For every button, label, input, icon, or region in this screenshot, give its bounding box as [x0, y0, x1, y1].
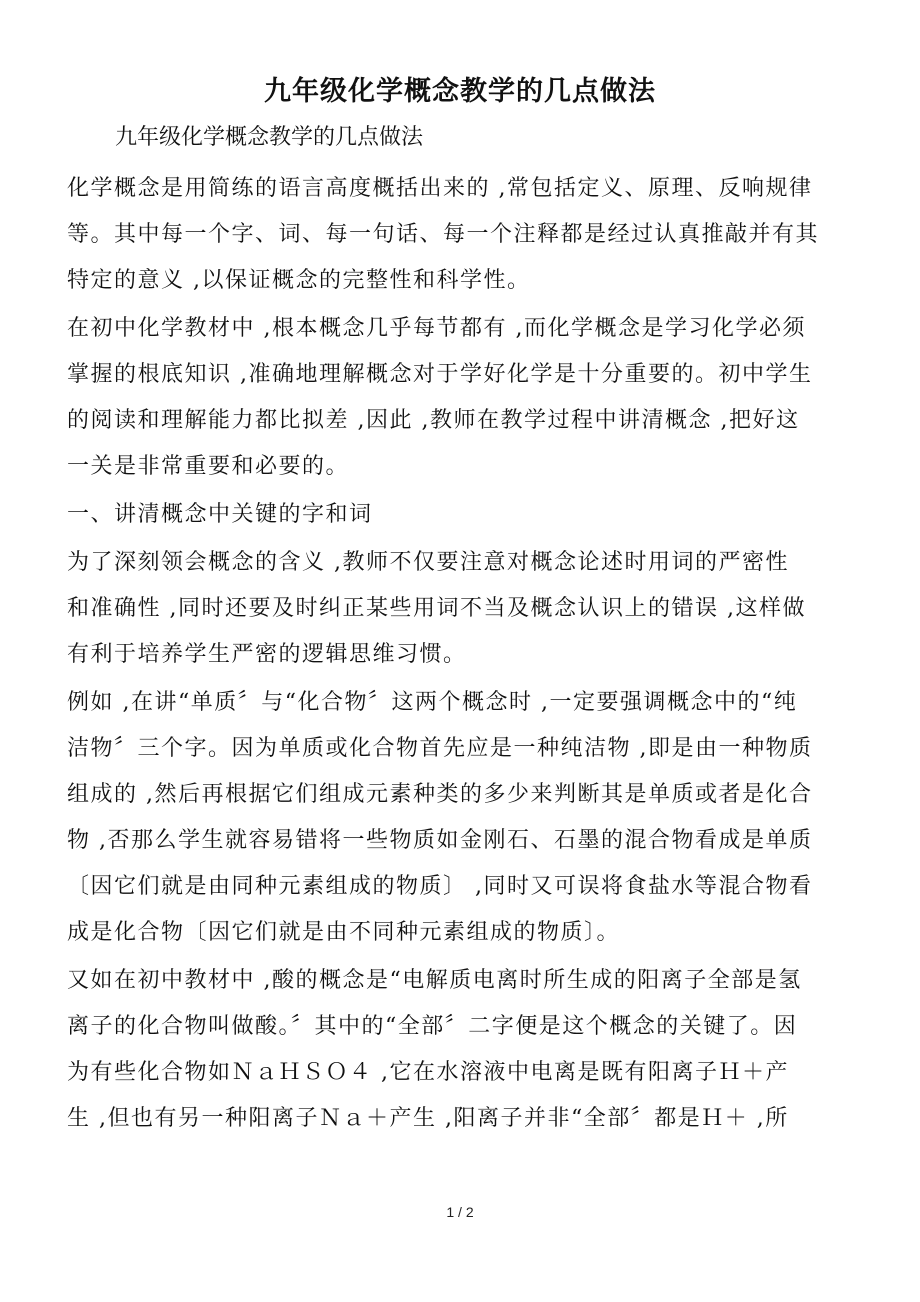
text-line: 掌握的根底知识 ,准确地理解概念对于学好化学是十分重要的。初中学生	[67, 362, 813, 387]
text-line: 又如在初中教材中 ,酸的概念是“电解质电离时所生成的阳离子全部是氢	[67, 968, 802, 993]
document-title: 九年级化学概念教学的几点做法	[264, 76, 656, 107]
text-line: 一、讲清概念中关键的字和词	[67, 502, 373, 527]
text-line: 物 ,否那么学生就容易错将一些物质如金刚石、石墨的混合物看成是单质	[67, 828, 813, 853]
text-line: 成是化合物〔因它们就是由不同种元素组成的物质〕。	[67, 920, 621, 945]
text-line: 为有些化合物如ＮａＨＳＯ４ ,它在水溶液中电离是既有阳离子Ｈ＋产	[67, 1060, 789, 1085]
paragraph	[67, 958, 867, 1142]
text-line: 在初中化学教材中 ,根本概念几乎每节都有 ,而化学概念是学习化学必须	[67, 316, 806, 341]
text-line: 生 ,但也有另一种阳离子Ｎａ＋产生 ,阳离子并非“全部〞都是Ｈ＋ ,所	[67, 1106, 789, 1131]
document-subtitle: 九年级化学概念教学的几点做法	[115, 125, 424, 150]
page-indicator: 1 / 2	[446, 1204, 474, 1220]
text-line: 为了深刻领会概念的含义 ,教师不仅要注意对概念论述时用词的严密性	[67, 550, 789, 575]
document-body	[67, 166, 867, 1144]
text-line: 一关是非常重要和必要的。	[67, 454, 350, 479]
paragraph	[67, 540, 867, 678]
paragraph	[67, 680, 867, 956]
text-line: 离子的化合物叫做酸。〞其中的“全部〞二字便是这个概念的关键了。因	[67, 1014, 798, 1039]
text-line: 的阅读和理解能力都比拟差 ,因此 ,教师在教学过程中讲清概念 ,把好这	[67, 408, 800, 433]
text-line: 特定的意义 ,以保证概念的完整性和科学性。	[67, 268, 531, 293]
paragraph	[67, 166, 867, 304]
paragraph	[67, 306, 867, 490]
text-line: 等。其中每一个字、词、每一句话、每一个注释都是经过认真推敲并有其	[67, 222, 820, 247]
paragraph	[67, 492, 867, 538]
text-line: 有利于培养学生严密的逻辑思维习惯。	[67, 642, 467, 667]
text-line: 化学概念是用简练的语言高度概括出来的 ,常包括定义、原理、反响规律	[67, 176, 813, 201]
text-line: 和准确性 ,同时还要及时纠正某些用词不当及概念认识上的错误 ,这样做	[67, 596, 806, 621]
text-line: 洁物〞三个字。因为单质或化合物首先应是一种纯洁物 ,即是由一种物质	[67, 736, 813, 761]
text-line: 例如 ,在讲“单质〞与“化合物〞这两个概念时 ,一定要强调概念中的“纯	[67, 690, 798, 715]
text-line: 组成的 ,然后再根据它们组成元素种类的多少来判断其是单质或者是化合	[67, 782, 813, 807]
text-line: 〔因它们就是由同种元素组成的物质〕 ,同时又可误将食盐水等混合物看	[67, 874, 813, 899]
